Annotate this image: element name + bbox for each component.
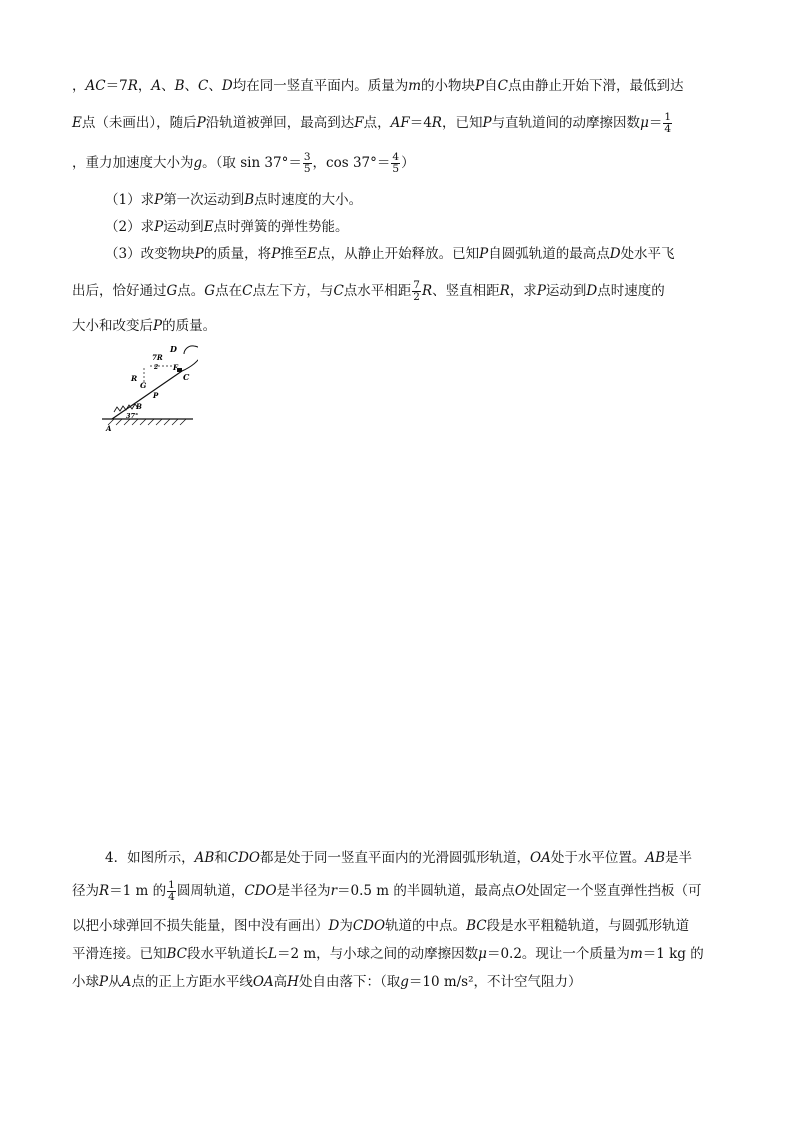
label-c: C bbox=[183, 372, 190, 382]
problem4-line-3: 以把小球弹回不损失能量，图中没有画出）D为CDO轨道的中点。BC段是水平粗糙轨道，与圆弧形轨道 bbox=[72, 918, 690, 934]
label-angle: 37° bbox=[126, 412, 139, 420]
problem3-question-3-line-2: 出后，恰好通过G点。G点在C点左下方，与C点水平相距 $\frac{7}{2}$ R、竖直相距R，求P运动到D点时速度的 bbox=[72, 279, 665, 303]
spring bbox=[114, 404, 138, 412]
label-frac-den: 2 bbox=[154, 364, 159, 371]
incline-track bbox=[112, 371, 182, 419]
problem3-line-1: ，AC＝7R，A、B、C、D均在同一竖直平面内。质量为m的小物块P自C点由静止开始下滑，最低到达 bbox=[72, 78, 684, 94]
quarter-fraction: $\frac{1}{4}$ bbox=[168, 879, 175, 903]
problem3-question-3-line-3: 大小和改变后P的质量。 bbox=[72, 318, 217, 334]
problem3-line-2: E点（未画出），随后P沿轨道被弹回，最高到达F点，AF＝4R，已知P与直轨道间的动摩擦因数μ＝ $\frac{1}{4}$ bbox=[72, 111, 672, 135]
circular-arc-track bbox=[182, 346, 198, 371]
label-p: P bbox=[153, 391, 159, 400]
label-g: G bbox=[140, 381, 147, 390]
label-b: B bbox=[136, 402, 142, 411]
problem4-line-1: 4．如图所示，AB和CDO都是处于同一竖直平面内的光滑圆弧形轨道，OA处于水平位置。AB是半 bbox=[105, 850, 692, 866]
incline-track-figure bbox=[98, 338, 198, 434]
label-d: D bbox=[170, 344, 177, 354]
problem3-question-3-line-1: （3）改变物块P的质量，将P推至E点，从静止开始释放。已知P自圆弧轨道的最高点D处水平飞 bbox=[105, 246, 675, 262]
sin-fraction: $\frac{3}{5}$ bbox=[303, 151, 311, 175]
ground-hatching bbox=[108, 419, 186, 425]
friction-fraction: $\frac{1}{4}$ bbox=[664, 111, 672, 135]
problem4-line-4: 平滑连接。已知BC段水平轨道长L＝2 m，与小球之间的动摩擦因数μ＝0.2。现让一个质量为m＝1 kg 的 bbox=[72, 946, 704, 962]
problem4-line-2: 径为R＝1 m 的 $\frac{1}{4}$ 圆周轨道，CDO是半径为r＝0.5 m 的半圆轨道，最高点O处固定一个竖直弹性挡板（可 bbox=[72, 879, 702, 903]
problem4-line-5: 小球P从A点的正上方距水平线OA高H处自由落下：（取g＝10 m/s²，不计空气阻力） bbox=[72, 974, 582, 990]
label-r: R bbox=[131, 374, 138, 383]
cos-fraction: $\frac{4}{5}$ bbox=[392, 151, 400, 175]
horizontal-distance-fraction: $\frac{7}{2}$ bbox=[413, 279, 420, 303]
label-seven-r: 7R bbox=[152, 353, 163, 362]
label-f: F bbox=[173, 363, 178, 372]
problem3-line-3: ，重力加速度大小为g。（取 sin 37°＝ $\frac{3}{5}$ ，cos 37°＝ $\frac{4}{5}$ ） bbox=[72, 151, 415, 175]
problem3-question-1: （1）求P第一次运动到B点时速度的大小。 bbox=[105, 192, 363, 208]
label-a: A bbox=[106, 424, 112, 433]
problem3-question-2: （2）求P运动到E点时弹簧的弹性势能。 bbox=[105, 219, 349, 235]
